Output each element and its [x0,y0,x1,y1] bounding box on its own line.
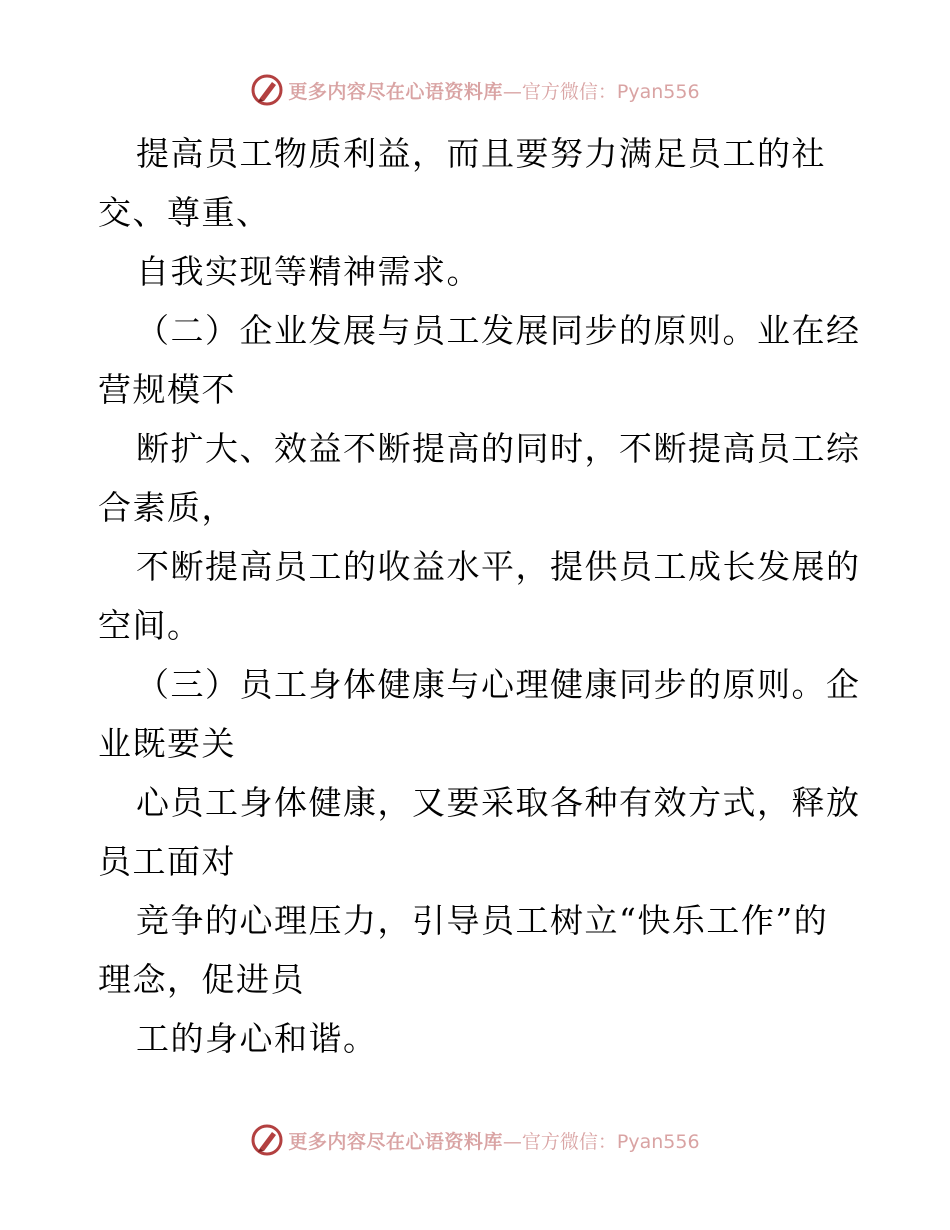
pen-logo-icon [250,73,284,107]
banner-site-text: 更多内容尽在心语资料库 [288,1130,503,1153]
body-line: 心员工身体健康，又要采取各种有效方式，释放 [136,783,861,822]
body-line: 提高员工物质利益，而且要努力满足员工的社 [136,134,826,173]
body-line: 不断提高员工的收益水平，提供员工成长发展的 [136,547,861,586]
body-line: 合素质， [98,488,236,527]
body-line: 营规模不 [98,370,236,409]
body-line: 竞争的心理压力，引导员工树立“快乐工作”的 [136,901,829,940]
body-line: （三）员工身体健康与心理健康同步的原则。企 [136,665,861,704]
banner-site-text: 更多内容尽在心语资料库 [288,80,503,103]
body-line: 断扩大、效益不断提高的同时，不断提高员工综 [136,429,861,468]
body-line: 交、尊重、 [98,193,271,232]
body-line: 理念，促进员 [98,960,305,999]
banner-wechat-text: —官方微信：Pyan556 [502,80,700,103]
body-line: （二）企业发展与员工发展同步的原则。业在经 [136,311,861,350]
pen-logo-icon [250,1123,284,1157]
document-body [98,124,878,1068]
banner-wechat-text: —官方微信：Pyan556 [502,1130,700,1153]
body-line: 员工面对 [98,842,236,881]
header-banner [0,70,950,110]
footer-banner [0,1120,950,1160]
body-line: 工的身心和谐。 [136,1019,378,1058]
body-line: 自我实现等精神需求。 [136,252,481,291]
body-line: 业既要关 [98,724,236,763]
body-line: 空间。 [98,606,202,645]
